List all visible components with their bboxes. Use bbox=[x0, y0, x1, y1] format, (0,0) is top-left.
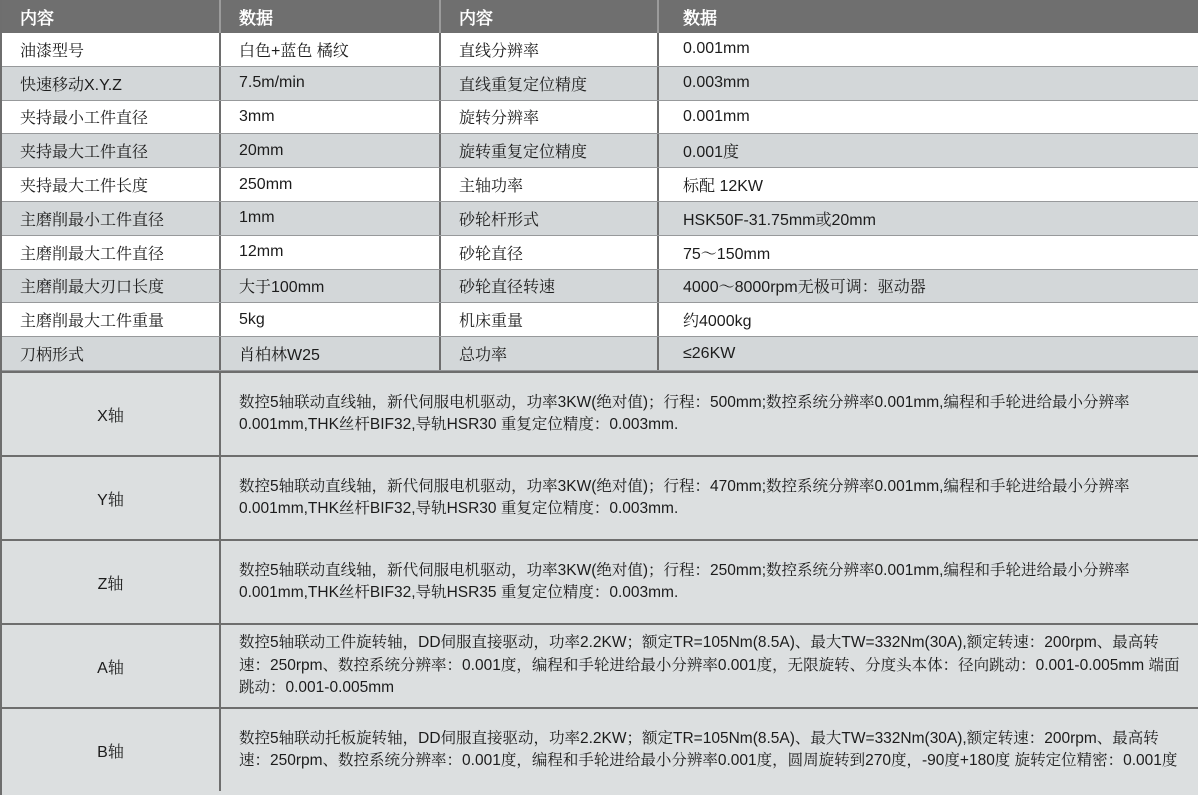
axis-label-a: A轴 bbox=[97, 659, 124, 677]
spec-label: 主轴功率 bbox=[439, 168, 657, 201]
spec-label: 油漆型号 bbox=[20, 42, 85, 60]
spec-label: 主磨削最大工件重量 bbox=[20, 313, 165, 331]
spec-value: 0.001mm bbox=[657, 101, 1198, 134]
spec-value: 75～150mm bbox=[657, 236, 1198, 269]
spec-label: 旋转分辨率 bbox=[439, 101, 657, 134]
axis-description: 数控5轴联动直线轴，新代伺服电机驱动，功率3KW(绝对值)；行程：250mm;数控系统分辨率0.001mm,编程和手轮进给最小分辨率 0.001mm,THK丝杆BIF32,导轨HSR35 重复定位精度：0.003mm. bbox=[219, 541, 1198, 623]
spec-label: 主磨削最大刃口长度 bbox=[20, 279, 165, 297]
spec-value: 250mm bbox=[219, 168, 439, 201]
spec-value: 白色+蓝色 橘纹 bbox=[219, 33, 439, 66]
spec-label: 夹持最小工件直径 bbox=[20, 110, 149, 128]
spec-value: 肖柏林W25 bbox=[219, 337, 439, 370]
spec-label: 机床重量 bbox=[439, 303, 657, 336]
spec-label: 快速移动X.Y.Z bbox=[20, 76, 122, 94]
axis-label-z: Z轴 bbox=[97, 575, 124, 593]
table-row bbox=[2, 134, 1198, 168]
spec-value: 5kg bbox=[219, 303, 439, 336]
spec-label: 砂轮直径转速 bbox=[439, 270, 657, 303]
header-content-right: 内容 bbox=[439, 0, 657, 33]
spec-value: 7.5m/min bbox=[219, 67, 439, 100]
table-row bbox=[2, 623, 1198, 707]
axis-description: 数控5轴联动工件旋转轴，DD伺服直接驱动，功率2.2KW；额定TR=105Nm(8.5A)、最大TW=332Nm(30A),额定转速：200rpm、最高转速：250rpm、数控系统分辨率：0.001度，编程和手轮进给最小分辨率0.001度，无限旋转、分度头本体：径向跳动：0.001-0.005mm 端面跳动：0.001-0.005mm bbox=[219, 625, 1198, 707]
spec-label: 夹持最大工件直径 bbox=[20, 144, 149, 162]
bottom-filler bbox=[2, 791, 1198, 795]
spec-value: ≤26KW bbox=[657, 337, 1198, 370]
spec-label: 主磨削最大工件直径 bbox=[20, 245, 165, 263]
header-data-left: 数据 bbox=[219, 0, 439, 33]
spec-value: 12mm bbox=[219, 236, 439, 269]
table-row bbox=[2, 303, 1198, 337]
header-content-left: 内容 bbox=[20, 9, 54, 28]
spec-value: 大于100mm bbox=[219, 270, 439, 303]
axis-description: 数控5轴联动直线轴，新代伺服电机驱动，功率3KW(绝对值)；行程：470mm;数控系统分辨率0.001mm,编程和手轮进给最小分辨率 0.001mm,THK丝杆BIF32,导轨HSR30 重复定位精度：0.003mm. bbox=[219, 457, 1198, 539]
axis-label-y: Y轴 bbox=[97, 491, 124, 509]
table-row bbox=[2, 67, 1198, 101]
spec-value: 0.001mm bbox=[657, 33, 1198, 66]
spec-label: 刀柄形式 bbox=[20, 347, 85, 365]
spec-value: 1mm bbox=[219, 202, 439, 235]
table-row bbox=[2, 455, 1198, 539]
spec-label: 夹持最大工件长度 bbox=[20, 178, 149, 196]
table-row bbox=[2, 168, 1198, 202]
spec-rows-section bbox=[2, 33, 1198, 371]
table-row bbox=[2, 236, 1198, 270]
axis-rows-section bbox=[2, 371, 1198, 795]
spec-label: 砂轮直径 bbox=[439, 236, 657, 269]
table-header-row bbox=[2, 0, 1198, 33]
spec-value: 20mm bbox=[219, 134, 439, 167]
spec-label: 直线分辨率 bbox=[439, 33, 657, 66]
table-row bbox=[2, 337, 1198, 371]
spec-value: 标配 12KW bbox=[657, 168, 1198, 201]
spec-label: 主磨削最小工件直径 bbox=[20, 211, 165, 229]
spec-value: 0.003mm bbox=[657, 67, 1198, 100]
header-data-right: 数据 bbox=[657, 0, 1198, 33]
spec-value: HSK50F-31.75mm或20mm bbox=[657, 202, 1198, 235]
spec-value: 4000～8000rpm无极可调：驱动器 bbox=[657, 270, 1198, 303]
table-row bbox=[2, 539, 1198, 623]
table-row bbox=[2, 101, 1198, 135]
axis-description: 数控5轴联动直线轴，新代伺服电机驱动，功率3KW(绝对值)；行程：500mm;数控系统分辨率0.001mm,编程和手轮进给最小分辨率 0.001mm,THK丝杆BIF32,导轨HSR30 重复定位精度：0.003mm. bbox=[219, 373, 1198, 455]
spec-label: 直线重复定位精度 bbox=[439, 67, 657, 100]
axis-description: 数控5轴联动托板旋转轴，DD伺服直接驱动，功率2.2KW；额定TR=105Nm(8.5A)、最大TW=332Nm(30A),额定转速：200rpm、最高转速：250rpm、数控系统分辨率：0.001度，编程和手轮进给最小分辨率0.001度，圆周旋转到270度，-90度+180度 旋转定位精密：0.001度 bbox=[219, 709, 1198, 791]
spec-value: 约4000kg bbox=[657, 303, 1198, 336]
table-row bbox=[2, 33, 1198, 67]
table-row bbox=[2, 202, 1198, 236]
spec-label: 砂轮杆形式 bbox=[439, 202, 657, 235]
axis-label-x: X轴 bbox=[97, 407, 124, 425]
table-row bbox=[2, 371, 1198, 455]
spec-value: 0.001度 bbox=[657, 134, 1198, 167]
spec-label: 旋转重复定位精度 bbox=[439, 134, 657, 167]
table-row bbox=[2, 707, 1198, 791]
spec-label: 总功率 bbox=[439, 337, 657, 370]
spec-value: 3mm bbox=[219, 101, 439, 134]
axis-label-b: B轴 bbox=[97, 743, 124, 761]
table-row bbox=[2, 270, 1198, 304]
